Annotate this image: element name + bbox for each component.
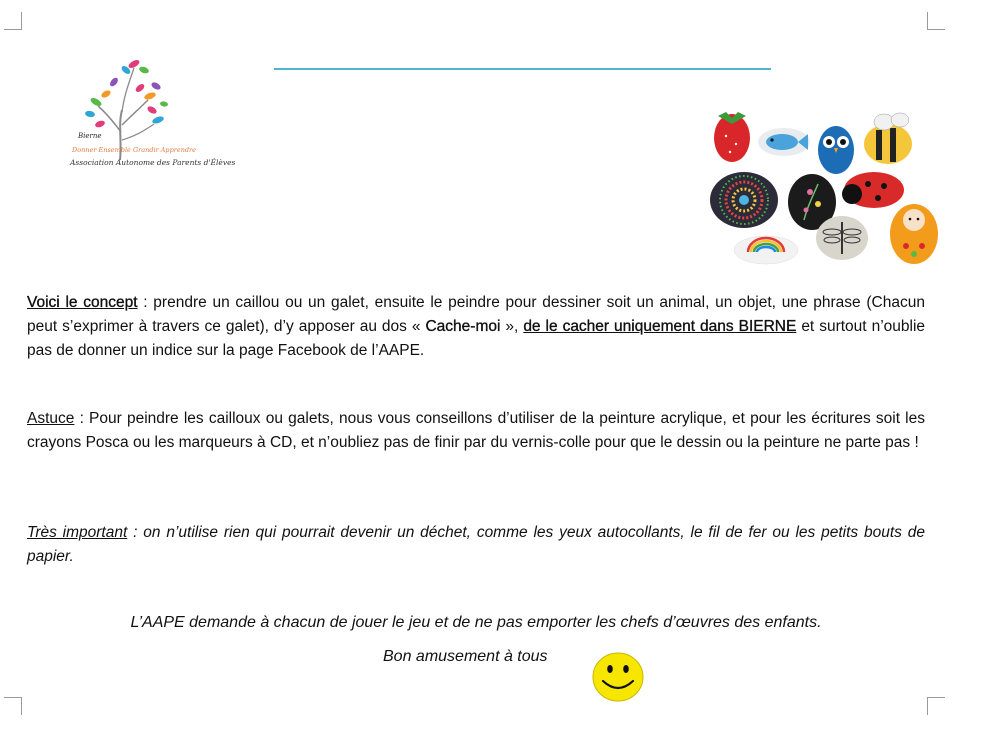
association-logo xyxy=(50,40,236,190)
concept-underlined: de le cacher uniquement dans BIERNE xyxy=(523,318,797,335)
important-paragraph xyxy=(27,521,925,569)
painted-rocks-image xyxy=(708,108,944,268)
tip-paragraph xyxy=(27,407,925,455)
closing-statement: L’AAPE demande à chacun de jouer le jeu et de ne pas emporter les chefs d’œuvres des enfants. xyxy=(130,614,822,631)
tree-logo-icon xyxy=(50,40,210,190)
tip-label: Astuce xyxy=(27,410,75,427)
concept-paragraph xyxy=(27,291,925,363)
concept-bold: Cache-moi xyxy=(425,318,501,335)
important-label: Très important xyxy=(27,524,128,541)
logo-name: Bierne xyxy=(78,132,102,140)
important-text: : on n’utilise rien qui pourrait devenir un déchet, comme les yeux autocollants, le fil de fer ou les petits bouts de papier. xyxy=(27,524,925,565)
tip-text: : Pour peindre les cailloux ou galets, nous vous conseillons d’utiliser de la peinture acrylique, et pour les écritures soit les crayons Posca ou les marqueurs à CD, et n’oubliez pas de finir par du vernis-colle pour que le dessin ou la peinture ne parte pas ! xyxy=(27,410,925,451)
concept-text-1: : prendre un caillou ou un galet, ensuite le peindre pour dessiner soit un animal, un objet, une phrase (Chacun peut s’exprimer à travers ce galet), d’y apposer au dos « xyxy=(27,294,925,335)
concept-text-3: et surtout n’oublie pas de donner un indice sur la page Facebook de l’AAPE. xyxy=(27,318,926,359)
signoff: Bon amusement à tous xyxy=(383,648,548,665)
page-corner-top-right xyxy=(927,12,945,30)
concept-text-2: », xyxy=(500,318,524,335)
page-corner-bottom-left xyxy=(4,697,22,715)
logo-tagline: Donner Ensemble Grandir Apprendre xyxy=(72,146,196,154)
page-corner-bottom-right xyxy=(927,697,945,715)
page-corner-top-left xyxy=(4,12,22,30)
concept-label: Voici le concept xyxy=(27,294,138,311)
smiley-face-icon xyxy=(591,651,645,703)
logo-org-name: Association Autonome des Parents d'Élèves xyxy=(70,158,236,167)
header-rule xyxy=(274,68,771,70)
